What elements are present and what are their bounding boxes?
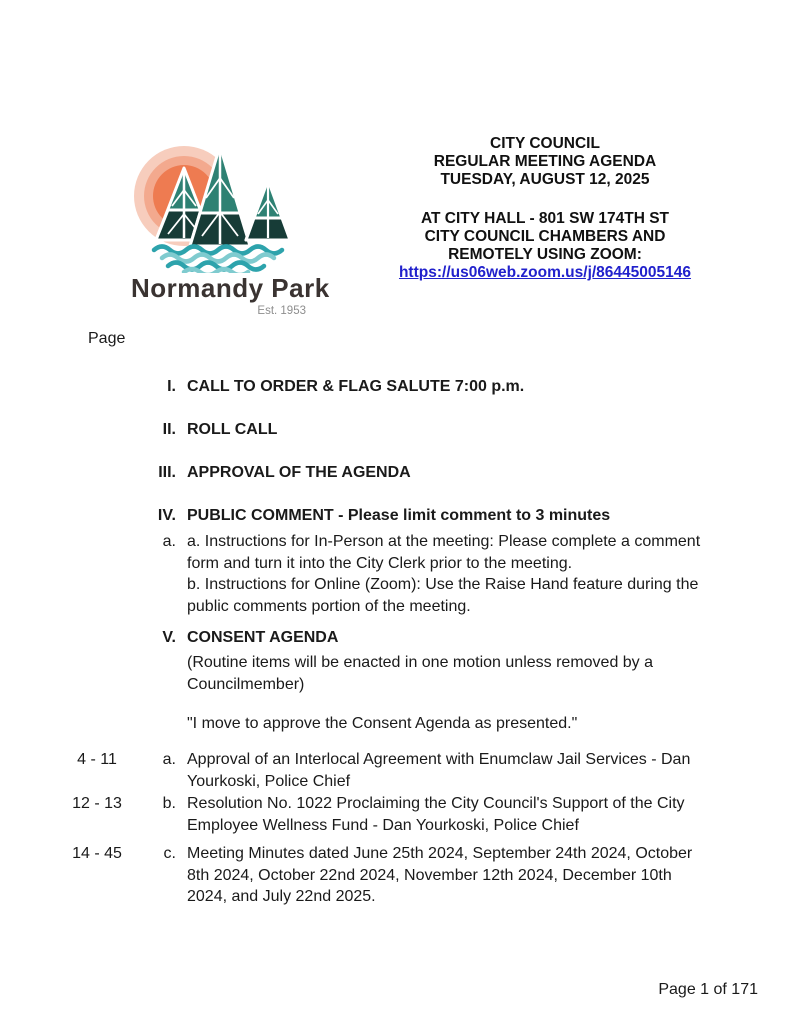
- section-title: CONSENT AGENDA: [187, 629, 339, 646]
- consent-item-text: Approval of an Interlocal Agreement with Enumclaw Jail Services - Dan Yourkoski, Police Chief: [187, 751, 691, 790]
- section-title: APPROVAL OF THE AGENDA: [187, 464, 411, 481]
- page-range: [66, 462, 128, 484]
- logo-established-label: Est. 1953: [257, 305, 306, 317]
- pine-tree-right-icon: [246, 180, 290, 240]
- consent-item-text: Resolution No. 1022 Proclaiming the City Council's Support of the City Employee Wellness Fund - Dan Yourkoski, Police Chief: [187, 795, 685, 834]
- header-location-block: [383, 210, 707, 282]
- page-number-footer: Page 1 of 171: [658, 981, 758, 998]
- section-title: CALL TO ORDER & FLAG SALUTE 7:00 p.m.: [187, 378, 525, 395]
- item-marker: [128, 713, 176, 735]
- logo-graphic: [126, 138, 311, 273]
- consent-motion: "I move to approve the Consent Agenda as presented.": [187, 715, 578, 732]
- zoom-meeting-link[interactable]: https://us06web.zoom.us/j/86445005146: [398, 264, 692, 281]
- page-range: [66, 376, 128, 398]
- consent-note: (Routine items will be enacted in one motion unless removed by a Councilmember): [187, 654, 654, 693]
- section-marker: II.: [162, 421, 176, 438]
- consent-item-row: [66, 749, 746, 792]
- item-marker: [128, 652, 176, 695]
- page-range: [66, 652, 128, 695]
- item-marker: c.: [163, 845, 176, 862]
- section-title: ROLL CALL: [187, 421, 278, 438]
- agenda-section-approval: [66, 462, 746, 484]
- agenda-section-roll-call: [66, 419, 746, 441]
- header-meeting-date: TUESDAY, AUGUST 12, 2025: [440, 171, 650, 188]
- section-marker: IV.: [157, 507, 176, 524]
- consent-item-row: [66, 793, 746, 836]
- page-range: [66, 419, 128, 441]
- page-range: [66, 531, 128, 617]
- item-marker: a.: [162, 533, 176, 550]
- page-range: [66, 505, 128, 527]
- meeting-header: [383, 135, 707, 282]
- section-marker: III.: [158, 464, 176, 481]
- section-title: PUBLIC COMMENT - Please limit comment to 3 minutes: [187, 507, 611, 524]
- section-marker: V.: [162, 629, 176, 646]
- agenda-section-public-comment: [66, 505, 746, 527]
- logo-wordmark: Normandy Park: [131, 273, 330, 303]
- header-doc-type: REGULAR MEETING AGENDA: [433, 153, 657, 170]
- item-marker: b.: [162, 795, 176, 812]
- item-marker: a.: [162, 751, 176, 768]
- consent-item-row: [66, 843, 746, 908]
- instructions-text: [176, 531, 703, 617]
- normandy-park-logo: [126, 138, 330, 317]
- consent-note-row: [66, 652, 746, 695]
- section-marker: I.: [167, 378, 176, 395]
- page-column-label: Page: [88, 330, 126, 347]
- instructions-online: b. Instructions for Online (Zoom): Use the Raise Hand feature during the public comments portion of the meeting.: [187, 576, 699, 615]
- consent-motion-row: [66, 713, 746, 735]
- header-location-address: AT CITY HALL - 801 SW 174TH ST: [420, 210, 670, 227]
- public-comment-instructions: [66, 531, 746, 617]
- header-org-title: CITY COUNCIL: [490, 135, 600, 152]
- header-location-chambers: CITY COUNCIL CHAMBERS AND: [424, 228, 666, 245]
- consent-item-text: Meeting Minutes dated June 25th 2024, September 24th 2024, October 8th 2024, October 22nd 2024, November 12th 2024, December 10th 2024, and July 22nd 2025.: [187, 845, 693, 905]
- page-range: 12 - 13: [72, 795, 122, 812]
- agenda-section-consent: [66, 627, 746, 649]
- header-remote-label: REMOTELY USING ZOOM:: [448, 246, 642, 263]
- instructions-in-person: a. Instructions for In-Person at the meeting: Please complete a comment form and turn it into the City Clerk prior to the meeting.: [187, 533, 701, 572]
- water-waves-icon: [154, 247, 282, 274]
- page-range: 4 - 11: [77, 751, 117, 768]
- page-range: [66, 627, 128, 649]
- page-range: 14 - 45: [72, 845, 122, 862]
- agenda-section-call-to-order: [66, 376, 746, 398]
- page-range: [66, 713, 128, 735]
